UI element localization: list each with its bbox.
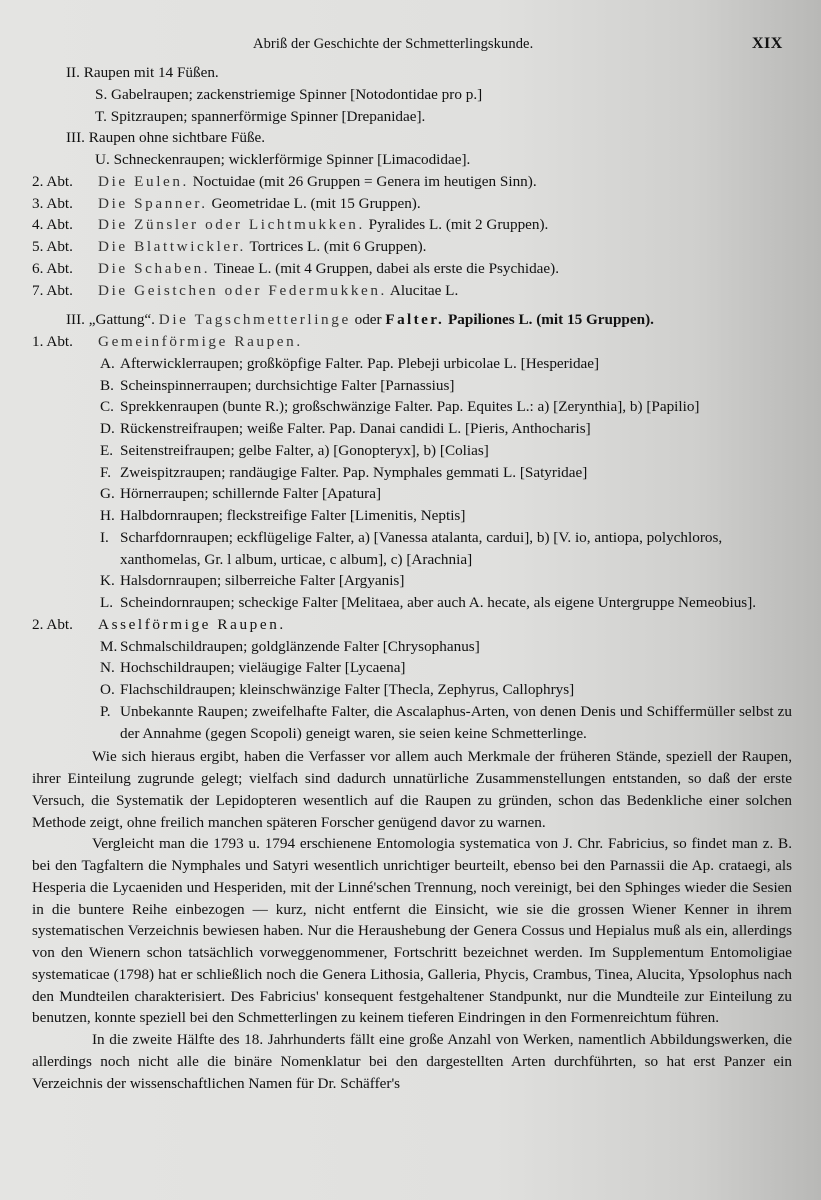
item-label: I.	[100, 528, 109, 546]
abteilung-description: Geometridae L. (mit 15 Gruppen).	[211, 194, 421, 212]
outline-item	[100, 570, 792, 592]
outline-item	[95, 84, 792, 106]
abteilung-description: Tortrices L. (mit 6 Gruppen).	[249, 238, 427, 255]
abteilung-name: Die Blattwickler.	[98, 238, 246, 255]
item-text: Halsdornraupen; silberreiche Falter [Argyanis]	[120, 572, 405, 590]
item-label: T.	[95, 107, 107, 125]
item-label: G.	[100, 485, 115, 503]
item-label: P.	[100, 702, 111, 720]
outline-item	[100, 396, 792, 418]
paragraph: In die zweite Hälfte des 18. Jahrhunderts fällt eine große Anzahl von Werken, namentlich Abbildungswerken, die allerdings noch nicht alle die binäre Nomenklatur bei den dargestellten Arten durchführten, so hat erst Panzer ein Verzeichnis der wissenschaftlichen Namen für Dr. Schäffer's	[32, 1031, 792, 1092]
item-label: E.	[100, 441, 114, 459]
outline-item	[95, 149, 792, 171]
item-text: Halbdornraupen; fleckstreifige Falter [Limenitis, Neptis]	[120, 507, 466, 524]
outline-item	[100, 657, 792, 679]
abteilung-description: Alucitae L.	[389, 281, 459, 299]
outline-item	[100, 592, 792, 614]
abteilung-name: Die Zünsler oder Lichtmukken.	[98, 216, 365, 234]
abteilung-line	[32, 171, 792, 193]
abteilung-number: 3. Abt.	[32, 194, 73, 212]
abteilung-line	[32, 258, 792, 280]
outline-item	[100, 701, 792, 745]
outline-item	[100, 505, 792, 527]
item-text: Scheinspinnerraupen; durchsichtige Falter [Parnassius]	[120, 376, 455, 394]
item-text: Gabelraupen; zackenstriemige Spinner [Notodontidae pro p.]	[111, 85, 483, 103]
item-label: D.	[100, 420, 115, 437]
abteilung-line	[32, 214, 792, 236]
item-text: Hörnerraupen; schillernde Falter [Apatura]	[120, 485, 382, 503]
paragraph: Vergleicht man die 1793 u. 1794 erschienene Entomologia systematica von J. Chr. Fabricius, so findet man z. B. bei den Tagfaltern die Nymphales und Satyri wesentlich unrichtiger beurteilt, ebenso bei den Parnassii die Ap. crataegi, als Hesperia die Lycaeniden und Hesperiden, mit der Linné'schen Trennung, noch vereinigt, bei den Sphinges wieder die Sesien in die buntere Reihe einbezogen — kurz, nicht entfernt die Einsicht, wie sie die grossen Wiener Kenner in ihrem systematischen Verzeichnis bewiesen haben. Nur die Heraushebung der Genera Cossus und Hepialus muß als ein, allerdings von den Wienern schon tatsächlich vorweggenommener, Fortschritt bezeichnet werden. Im Supplementum Entomoligiae systematicae (1798) hat er schließlich noch die Genera Lithosia, Galleria, Phycis, Crambus, Tinea, Alucita, Ypsolophus nach den Mundteilen charakterisiert. Des Fabricius' konsequent festgehaltener Standpunkt, nur die Mundteile zur Einteilung zu benutzen, konnte speziell bei den Schmetterlingen zu keinem tieferen Eindringen in den Formenreichtum führen.	[32, 835, 792, 1027]
gattung-description: Papiliones L. (mit 15 Gruppen).	[448, 311, 654, 329]
item-text: Scharfdornraupen; eckflügelige Falter, a) [Vanessa atalanta, cardui], b) [V. io, antiopa, polychloros, xanthomelas, Gr. l album, urticae, c album], c) [Arachnia]	[120, 528, 723, 568]
abteilung-description: Noctuidae (mit 26 Gruppen = Genera im heutigen Sinn).	[192, 172, 537, 190]
heading-text: Raupen ohne sichtbare Füße.	[88, 129, 266, 147]
outline-item	[100, 527, 792, 571]
item-label: H.	[100, 507, 115, 524]
heading-number: II.	[66, 64, 80, 81]
abteilung-number: 7. Abt.	[32, 281, 73, 299]
abteilung-description: Tineae L. (mit 4 Gruppen, dabei als erste die Psychidae).	[213, 259, 560, 277]
outline-heading	[66, 127, 792, 149]
outline-item	[100, 375, 792, 397]
item-text: Spitzraupen; spannerförmige Spinner [Drepanidae].	[110, 107, 426, 125]
abteilung-line	[32, 193, 792, 215]
item-label: M.	[100, 637, 118, 655]
abteilung-line	[32, 614, 792, 636]
item-label: F.	[100, 463, 112, 481]
item-text: Zweispitzraupen; randäugige Falter. Pap. Nymphales gemmati L. [Satyridae]	[120, 463, 588, 481]
heading-number: III.	[66, 129, 85, 147]
gattung-name: Die Tagschmetterlinge	[158, 311, 351, 329]
abteilung-number: 2. Abt.	[32, 172, 73, 190]
item-text: Flachschildraupen; kleinschwänzige Falter [Thecla, Zephyrus, Callophrys]	[120, 681, 575, 698]
outline-item	[100, 440, 792, 462]
outline-item	[100, 679, 792, 701]
page-body	[32, 62, 792, 1094]
item-text: Schmalschildraupen; goldglänzende Falter [Chrysophanus]	[120, 637, 480, 655]
abteilung-name: Asselförmige Raupen.	[98, 615, 286, 633]
item-text: Sprekkenraupen (bunte R.); großschwänzige Falter. Pap. Equites L.: a) [Zerynthia], b) [Papilio]	[120, 398, 700, 416]
page-number: XIX	[752, 35, 783, 52]
abteilung-description: Pyralides L. (mit 2 Gruppen).	[368, 216, 549, 234]
item-text: Schneckenraupen; wicklerförmige Spinner [Limacodidae].	[113, 151, 471, 168]
abteilung-name: Die Schaben.	[98, 259, 211, 277]
abteilung-name: Die Spanner.	[98, 194, 208, 212]
item-text: Afterwicklerraupen; großköpfige Falter. Pap. Plebeji urbicolae L. [Hesperidae]	[120, 354, 600, 372]
outline-item	[100, 418, 792, 440]
outline-item	[95, 106, 792, 128]
item-label: B.	[100, 376, 114, 394]
item-text: Scheindornraupen; scheckige Falter [Melitaea, aber auch A. hecate, als eigene Untergruppe Nemeobius].	[120, 594, 757, 611]
abteilung-line	[32, 331, 792, 353]
running-head: Abriß der Geschichte der Schmetterlingskunde.	[253, 36, 534, 52]
abteilung-number: 4. Abt.	[32, 216, 73, 234]
outline-item	[100, 353, 792, 375]
body-text	[32, 746, 792, 1094]
outline-item	[100, 462, 792, 484]
item-text: Seitenstreifraupen; gelbe Falter, a) [Gonopteryx], b) [Colias]	[120, 441, 489, 459]
item-label: C.	[100, 398, 114, 416]
abteilung-number: 2. Abt.	[32, 615, 73, 633]
page-header	[0, 32, 821, 56]
outline-item	[100, 483, 792, 505]
abteilung-number: 1. Abt.	[32, 333, 73, 350]
item-text: Rückenstreifraupen; weiße Falter. Pap. Danai candidi L. [Pieris, Anthocharis]	[120, 420, 591, 437]
item-text: Hochschildraupen; vieläugige Falter [Lycaena]	[120, 659, 406, 677]
abteilung-name: Die Geistchen oder Federmukken.	[98, 281, 387, 299]
item-label: S.	[95, 85, 108, 103]
gattung-heading	[66, 309, 792, 331]
abteilung-name: Gemeinförmige Raupen.	[98, 333, 303, 350]
paragraph: Wie sich hieraus ergibt, haben die Verfasser vor allem auch Merkmale der früheren Stände, speziell der Raupen, ihrer Einteilung zugrunde gelegt; vielfach sind dadurch unnatürliche Zusammenstellungen entstanden, so daß der erste Versuch, die Systematik der Lepidopteren wesentlich auf die Raupen zu gründen, schon das Bedenkliche einer solchen Methode zeigt, ohne freilich manchen späteren Forscher genügend davor zu warnen.	[32, 748, 792, 831]
abteilung-name: Die Eulen.	[98, 172, 189, 190]
abteilung-line	[32, 280, 792, 302]
item-text: Unbekannte Raupen; zweifelhafte Falter, die Ascalaphus-Arten, von denen Denis und Schiffermüller selbst zu der Annahme (gegen Scopoli) geneigt waren, sie seien keine Schmetterlinge.	[120, 702, 792, 742]
gattung-number: III. „Gattung“.	[66, 311, 155, 329]
item-label: A.	[100, 354, 115, 372]
item-label: N.	[100, 659, 115, 677]
abteilung-number: 5. Abt.	[32, 238, 73, 255]
heading-text: Raupen mit 14 Füßen.	[83, 64, 219, 81]
item-label: K.	[100, 572, 115, 590]
gattung-oder: oder	[354, 311, 382, 329]
item-label: U.	[95, 151, 110, 168]
gattung-falter: Falter.	[385, 311, 445, 329]
item-label: O.	[100, 681, 115, 698]
outline-heading	[66, 62, 792, 84]
abteilung-line	[32, 236, 792, 258]
item-label: L.	[100, 594, 114, 611]
outline-item	[100, 636, 792, 658]
abteilung-number: 6. Abt.	[32, 259, 73, 277]
